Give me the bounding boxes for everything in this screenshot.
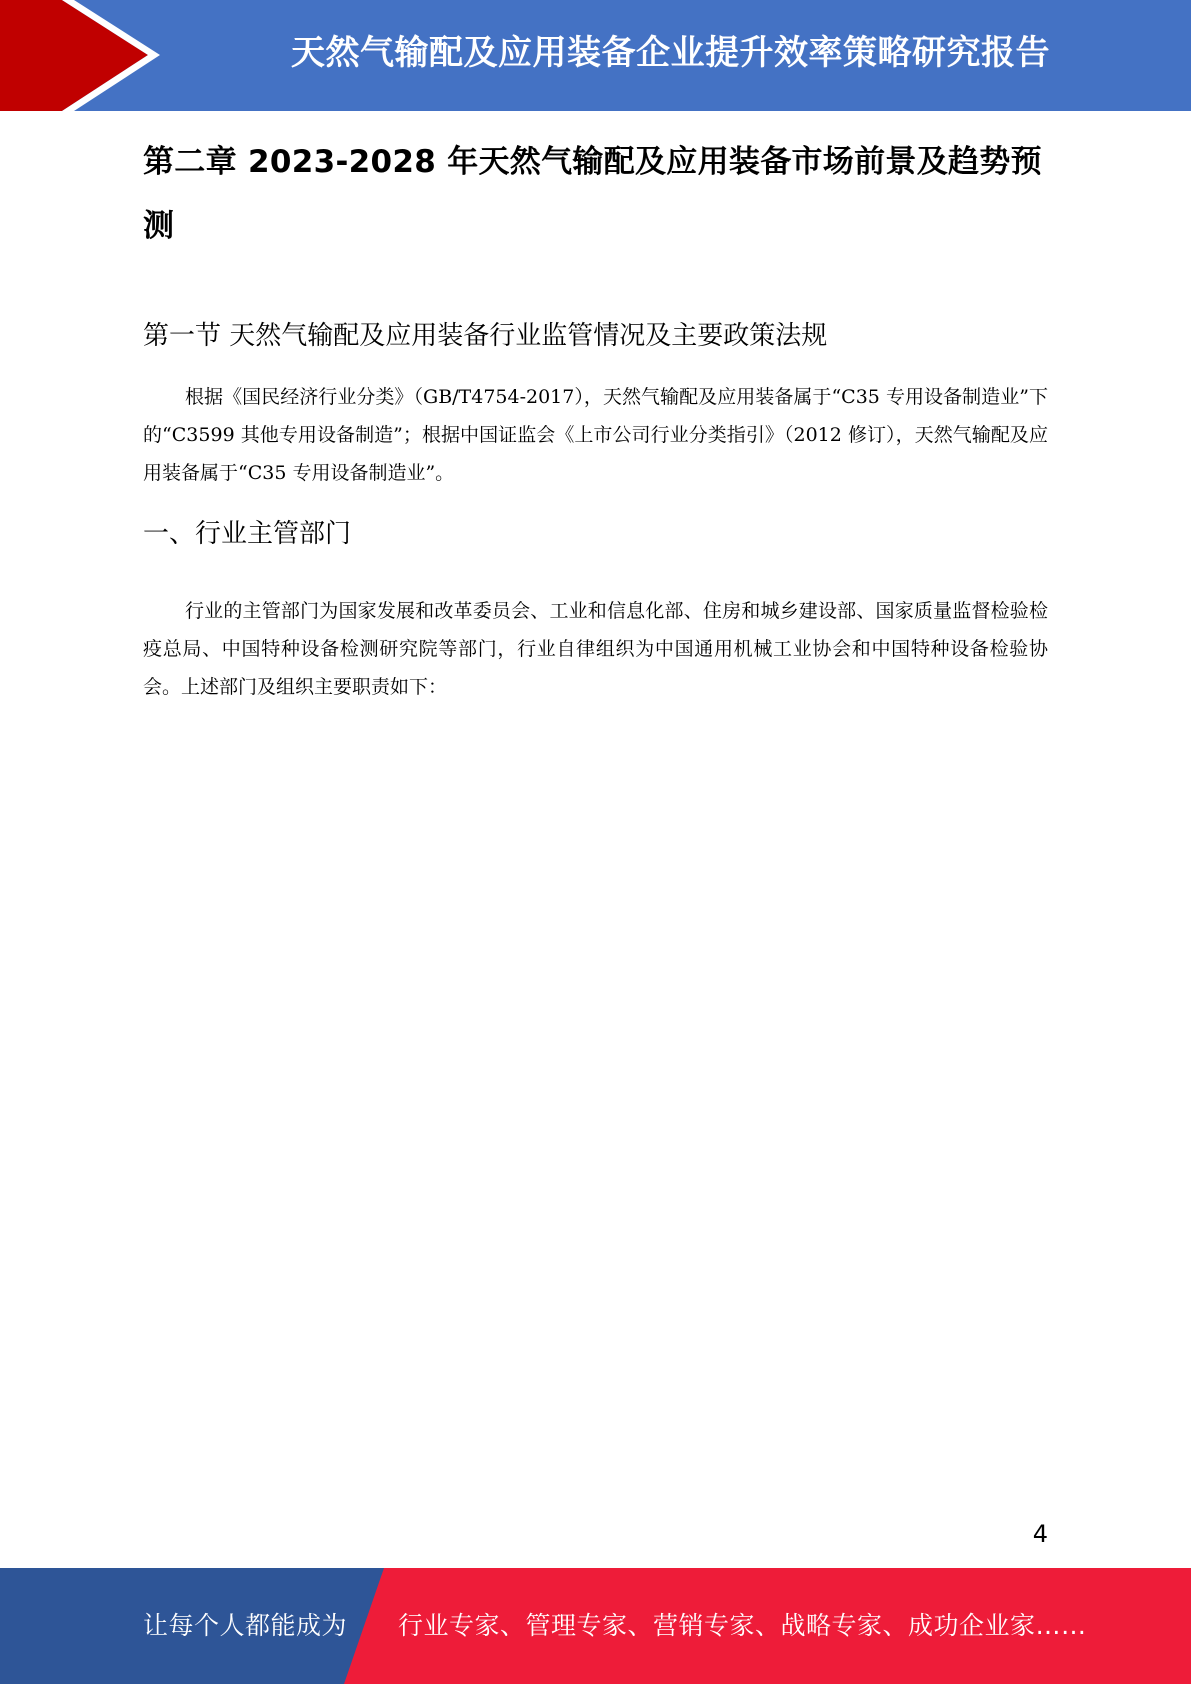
report-title: 天然气输配及应用装备企业提升效率策略研究报告 — [291, 33, 1050, 73]
footer-banner — [0, 1568, 1191, 1684]
section-title: 第一节 天然气输配及应用装备行业监管情况及主要政策法规 — [143, 321, 828, 351]
page-content — [143, 130, 1048, 706]
header-arrow-decoration — [0, 0, 160, 111]
page-number: 4 — [1032, 1520, 1048, 1548]
paragraph: 根据《国民经济行业分类》（GB/T4754-2017），天然气输配及应用装备属于“C35 专用设备制造业”下的“C3599 其他专用设备制造”；根据中国证监会《上市公司行业分类指引》（2012 修订），天然气输配及应用装备属于“C35 专用设备制造业”。 — [143, 386, 1048, 484]
subsection-title: 一、行业主管部门 — [143, 519, 352, 549]
footer-slogan-right: 行业专家、管理专家、营销专家、战略专家、成功企业家…… — [398, 1611, 1087, 1640]
header-banner — [0, 0, 1191, 111]
chapter-title: 第二章 2023-2028 年天然气输配及应用装备市场前景及趋势预测 — [143, 144, 1042, 244]
footer-slogan-left: 让每个人都能成为 — [143, 1611, 348, 1640]
paragraph: 行业的主管部门为国家发展和改革委员会、工业和信息化部、住房和城乡建设部、国家质量监督检验检疫总局、中国特种设备检测研究院等部门，行业自律组织为中国通用机械工业协会和中国特种设备检验协会。上述部门及组织主要职责如下： — [143, 600, 1048, 698]
